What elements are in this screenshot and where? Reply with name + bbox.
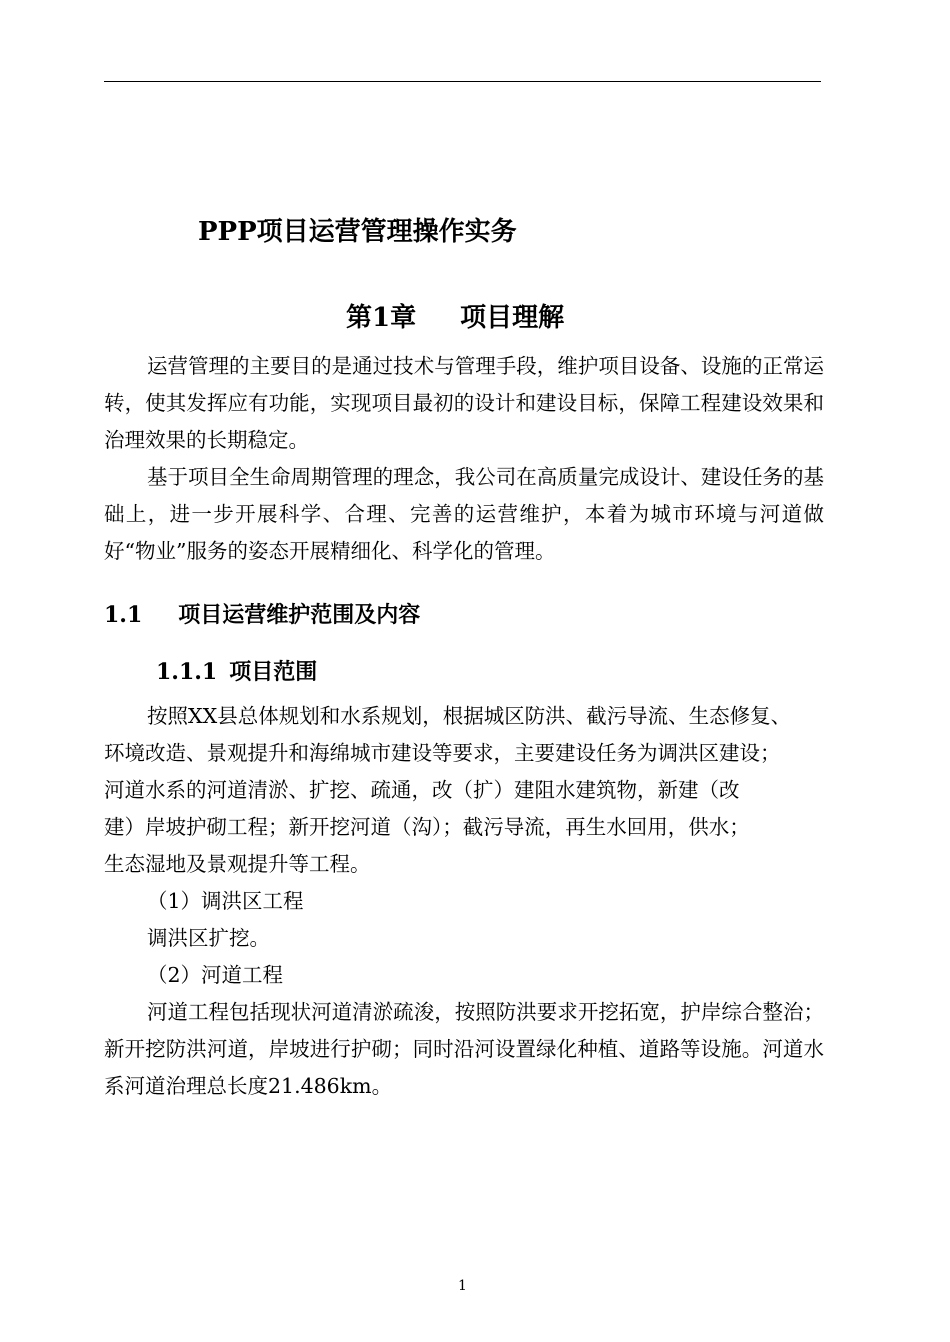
subsection-title: 项目范围	[229, 659, 318, 685]
document-title: PPP项目运营管理操作实务	[198, 217, 517, 247]
paragraph: 河道工程包括现状河道清淤疏浚，按照防洪要求开挖拓宽，护岸综合整治；新开挖防洪河道，岸坡进行护砌；同时沿河设置绿化种植、道路等设施。河道水系河道治理总长度21.486km。	[104, 1000, 824, 1098]
subsection-body	[104, 698, 844, 1105]
section-heading	[104, 598, 420, 632]
chapter-intro	[104, 348, 824, 570]
paragraph: 基于项目全生命周期管理的理念，我公司在高质量完成设计、建设任务的基础上，进一步开展科学、合理、完善的运营维护，本着为城市环境与河道做好“物业”服务的姿态开展精细化、科学化的管理。	[104, 465, 824, 563]
list-item-heading: （2）河道工程	[147, 963, 284, 987]
paragraph-line: 按照XX县总体规划和水系规划，根据城区防洪、截污导流、生态修复、	[147, 704, 792, 728]
chapter-number: 第1章	[346, 303, 417, 333]
subsection-heading	[156, 655, 317, 689]
paragraph-line: 河道水系的河道清淤、扩挖、疏通，改（扩）建阻水建筑物，新建（改	[104, 778, 740, 802]
paragraph-line: 环境改造、景观提升和海绵城市建设等要求，主要建设任务为调洪区建设；	[104, 741, 781, 765]
subsection-number: 1.1.1	[156, 659, 218, 685]
list-item-heading: （1）调洪区工程	[147, 889, 304, 913]
chapter-heading	[346, 300, 564, 336]
section-title: 项目运营维护范围及内容	[178, 602, 421, 628]
section-number: 1.1	[104, 602, 143, 628]
paragraph-line: 生态湿地及景观提升等工程。	[104, 852, 371, 876]
list-item-text: 调洪区扩挖。	[147, 926, 270, 950]
page-number: 1	[458, 1278, 467, 1294]
paragraph: 运营管理的主要目的是通过技术与管理手段，维护项目设备、设施的正常运转，使其发挥应有功能，实现项目最初的设计和建设目标，保障工程建设效果和治理效果的长期稳定。	[104, 354, 824, 452]
header-rule	[104, 81, 821, 82]
paragraph-line: 建）岸坡护砌工程；新开挖河道（沟）；截污导流，再生水回用，供水；	[104, 815, 750, 839]
chapter-title: 项目理解	[460, 303, 565, 333]
